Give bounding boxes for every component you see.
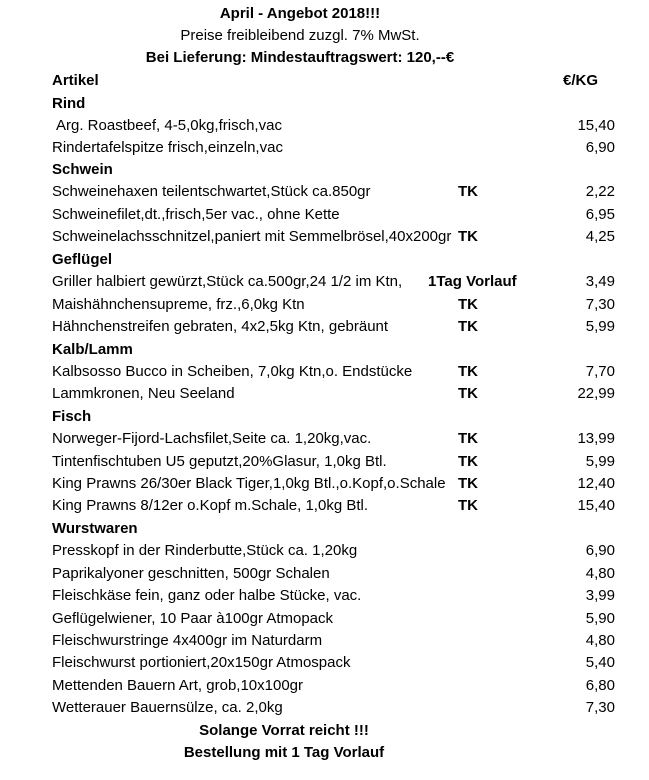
list-item [0,587,649,609]
item-name: Schweinelachsschnitzel,paniert mit Semmelbrösel,40x200gr [52,228,452,245]
item-name: Paprikalyoner geschnitten, 500gr Schalen [52,565,330,582]
item-price: 7,30 [585,699,615,716]
item-name: Lammkronen, Neu Seeland [52,385,235,402]
list-item [0,430,649,452]
list-item [0,206,649,228]
category-gefluegel: Geflügel [52,251,113,268]
item-name: Fleischwurstringe 4x400gr im Naturdarm [52,632,323,649]
item-price: 3,49 [585,273,615,290]
footer-order-note: Bestellung mit 1 Tag Vorlauf [183,744,385,761]
item-price: 22,99 [577,385,615,402]
list-item [0,610,649,632]
list-item [0,475,649,497]
item-price: 4,80 [585,565,615,582]
item-name: Griller halbiert gewürzt,Stück ca.500gr,24 1/2 im Ktn, [52,273,403,290]
frozen-badge: TK [458,183,478,200]
list-item [0,632,649,654]
frozen-badge: TK [458,453,478,470]
column-header-article: Artikel [52,72,99,89]
item-name: Tintenfischtuben U5 geputzt,20%Glasur, 1,0kg Btl. [52,453,387,470]
frozen-badge: TK [458,430,478,447]
item-price: 6,90 [585,139,615,156]
offer-title: April - Angebot 2018!!! [219,5,381,22]
item-name: King Prawns 8/12er o.Kopf m.Schale, 1,0kg Btl. [52,497,369,514]
item-price: 5,90 [585,610,615,627]
item-name: Fleischwurst portioniert,20x150gr Atmospack [52,654,351,671]
item-price: 15,40 [577,497,615,514]
list-item [0,117,649,139]
item-price: 5,99 [585,318,615,335]
item-name: King Prawns 26/30er Black Tiger,1,0kg Btl.,o.Kopf,o.Schale [52,475,446,492]
list-item [0,699,649,721]
list-item [0,139,649,161]
item-price: 3,99 [585,587,615,604]
item-price: 5,40 [585,654,615,671]
lead-time-note: 1Tag Vorlauf [428,273,517,290]
item-price: 15,40 [577,117,615,134]
item-name: Presskopf in der Rinderbutte,Stück ca. 1,20kg [52,542,358,559]
item-price: 7,30 [585,296,615,313]
item-name: Schweinefilet,dt.,frisch,5er vac., ohne Kette [52,206,340,223]
item-name: Mettenden Bauern Art, grob,10x100gr [52,677,304,694]
list-item [0,565,649,587]
column-header-price-unit: €/KG [563,72,599,89]
list-item [0,654,649,676]
frozen-badge: TK [458,497,478,514]
item-price: 6,80 [585,677,615,694]
item-name: Norweger-Fijord-Lachsfilet,Seite ca. 1,20kg,vac. [52,430,372,447]
item-name: Arg. Roastbeef, 4-5,0kg,frisch,vac [56,117,282,134]
list-item [0,385,649,407]
frozen-badge: TK [458,296,478,313]
list-item [0,497,649,519]
list-item [0,228,649,250]
item-price: 6,90 [585,542,615,559]
item-name: Maishähnchensupreme, frz.,6,0kg Ktn [52,296,305,313]
item-price: 4,80 [585,632,615,649]
item-price: 12,40 [577,475,615,492]
item-price: 2,22 [585,183,615,200]
list-item [0,183,649,205]
delivery-note: Bei Lieferung: Mindestauftragswert: 120,--€ [145,49,455,66]
item-name: Fleischkäse fein, ganz oder halbe Stücke, vac. [52,587,362,604]
item-price: 4,25 [585,228,615,245]
frozen-badge: TK [458,385,478,402]
list-item [0,318,649,340]
item-name: Kalbsosso Bucco in Scheiben, 7,0kg Ktn,o. Endstücke [52,363,413,380]
category-rind: Rind [52,95,86,112]
list-item [0,453,649,475]
item-name: Hähnchenstreifen gebraten, 4x2,5kg Ktn, gebräunt [52,318,389,335]
category-kalb-lamm: Kalb/Lamm [52,341,133,358]
item-price: 13,99 [577,430,615,447]
item-name: Geflügelwiener, 10 Paar à100gr Atmopack [52,610,334,627]
category-wurstwaren: Wurstwaren [52,520,138,537]
item-price: 6,95 [585,206,615,223]
footer-stock-note: Solange Vorrat reicht !!! [199,722,369,739]
list-item [0,273,649,295]
item-name: Wetterauer Bauernsülze, ca. 2,0kg [52,699,283,716]
list-item [0,296,649,318]
list-item [0,677,649,699]
price-note: Preise freibleibend zuzgl. 7% MwSt. [180,27,420,44]
item-price: 5,99 [585,453,615,470]
category-schwein: Schwein [52,161,113,178]
item-price: 7,70 [585,363,615,380]
frozen-badge: TK [458,475,478,492]
frozen-badge: TK [458,318,478,335]
category-fisch: Fisch [52,408,92,425]
list-item [0,542,649,564]
frozen-badge: TK [458,228,478,245]
item-name: Rindertafelspitze frisch,einzeln,vac [52,139,283,156]
item-name: Schweinehaxen teilentschwartet,Stück ca.850gr [52,183,371,200]
frozen-badge: TK [458,363,478,380]
list-item [0,363,649,385]
